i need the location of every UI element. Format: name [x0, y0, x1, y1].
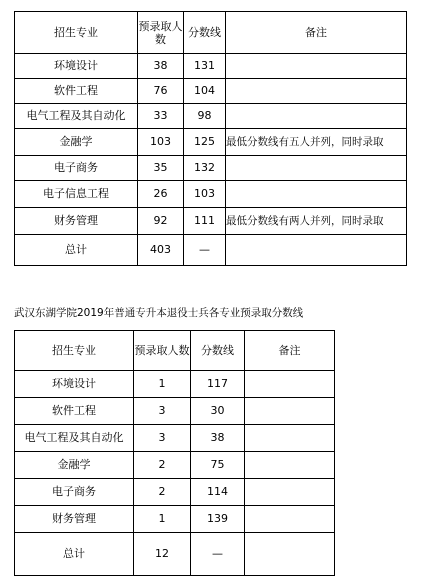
table-row — [15, 181, 407, 208]
table-row — [15, 371, 335, 398]
score-cell: — — [191, 533, 245, 576]
score-cell: 111 — [184, 208, 226, 235]
score-cell: 131 — [184, 54, 226, 79]
table-row — [15, 425, 335, 452]
quota-cell: 12 — [134, 533, 191, 576]
score-cell: 114 — [191, 479, 245, 506]
header-major: 招生专业 — [15, 12, 138, 54]
quota-cell: 1 — [134, 506, 191, 533]
header-note: 备注 — [226, 12, 407, 54]
major-cell: 财务管理 — [15, 506, 134, 533]
note-cell: 最低分数线有两人并列，同时录取 — [226, 208, 407, 235]
quota-cell: 3 — [134, 425, 191, 452]
table-row — [15, 479, 335, 506]
score-cell: 117 — [191, 371, 245, 398]
header-note: 备注 — [245, 331, 335, 371]
major-cell: 软件工程 — [15, 398, 134, 425]
score-cell: 104 — [184, 79, 226, 104]
major-cell: 总计 — [15, 235, 138, 266]
table-row — [15, 506, 335, 533]
table-row-total — [15, 533, 335, 576]
table-header-row — [15, 12, 407, 54]
score-cell: 132 — [184, 156, 226, 181]
score-cell: 139 — [191, 506, 245, 533]
score-cell: 103 — [184, 181, 226, 208]
major-cell: 电子商务 — [15, 156, 138, 181]
quota-cell: 403 — [138, 235, 184, 266]
major-cell: 电子信息工程 — [15, 181, 138, 208]
table-row — [15, 208, 407, 235]
table-row — [15, 129, 407, 156]
table-header-row — [15, 331, 335, 371]
quota-cell: 103 — [138, 129, 184, 156]
quota-cell: 33 — [138, 104, 184, 129]
score-cell: 98 — [184, 104, 226, 129]
note-cell — [245, 398, 335, 425]
table-row — [15, 452, 335, 479]
note-cell — [245, 506, 335, 533]
score-cell: 30 — [191, 398, 245, 425]
note-cell — [226, 79, 407, 104]
major-cell: 电气工程及其自动化 — [15, 425, 134, 452]
note-cell — [245, 533, 335, 576]
major-cell: 环境设计 — [15, 371, 134, 398]
table-row — [15, 79, 407, 104]
note-cell — [226, 104, 407, 129]
note-cell: 最低分数线有五人并列，同时录取 — [226, 129, 407, 156]
header-quota: 预录取人数 — [134, 331, 191, 371]
quota-cell: 38 — [138, 54, 184, 79]
major-cell: 金融学 — [15, 452, 134, 479]
major-cell: 总计 — [15, 533, 134, 576]
veteran-admission-score-table — [14, 330, 335, 576]
table-row-total — [15, 235, 407, 266]
header-score: 分数线 — [184, 12, 226, 54]
table-row — [15, 398, 335, 425]
quota-cell: 2 — [134, 452, 191, 479]
quota-cell: 3 — [134, 398, 191, 425]
note-cell — [226, 235, 407, 266]
note-cell — [226, 156, 407, 181]
note-cell — [226, 54, 407, 79]
quota-cell: 35 — [138, 156, 184, 181]
header-quota: 预录取人数 — [138, 12, 184, 54]
quota-cell: 26 — [138, 181, 184, 208]
note-cell — [245, 425, 335, 452]
major-cell: 金融学 — [15, 129, 138, 156]
quota-cell: 1 — [134, 371, 191, 398]
score-cell: — — [184, 235, 226, 266]
quota-cell: 92 — [138, 208, 184, 235]
major-cell: 软件工程 — [15, 79, 138, 104]
major-cell: 环境设计 — [15, 54, 138, 79]
quota-cell: 76 — [138, 79, 184, 104]
major-cell: 电子商务 — [15, 479, 134, 506]
score-cell: 38 — [191, 425, 245, 452]
score-cell: 125 — [184, 129, 226, 156]
major-cell: 电气工程及其自动化 — [15, 104, 138, 129]
table-row — [15, 104, 407, 129]
note-cell — [245, 479, 335, 506]
header-major: 招生专业 — [15, 331, 134, 371]
quota-cell: 2 — [134, 479, 191, 506]
table-caption: 武汉东湖学院2019年普通专升本退役士兵各专业预录取分数线 — [14, 307, 304, 319]
admission-score-table — [14, 11, 407, 266]
score-cell: 75 — [191, 452, 245, 479]
table-row — [15, 54, 407, 79]
note-cell — [226, 181, 407, 208]
header-score: 分数线 — [191, 331, 245, 371]
major-cell: 财务管理 — [15, 208, 138, 235]
note-cell — [245, 371, 335, 398]
note-cell — [245, 452, 335, 479]
table-row — [15, 156, 407, 181]
